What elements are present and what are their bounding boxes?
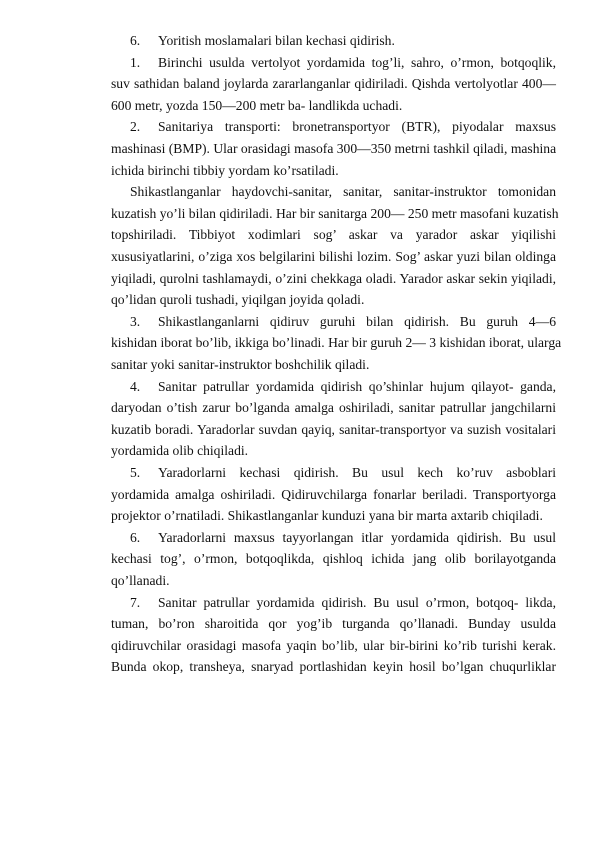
text-line: yiqiladi, qurolni tashlamaydi, o’zini chekkaga oladi. Yarador askar sekin yiqiladi, [111, 270, 556, 286]
text-line: Sanitariya transporti: bronetransportyor (BTR), piyodalar maxsus [158, 119, 556, 135]
text-line: sanitar yoki sanitar-instruktor boshchilik qiladi. [111, 357, 370, 372]
list-number: 4. [130, 378, 141, 394]
text-line: topshiriladi. Tibbiyot xodimlari sog’ askar va yarador askar yiqilishi [111, 227, 556, 243]
list-number: 3. [130, 313, 141, 329]
list-number: 6. [130, 33, 141, 48]
text-line: daryodan o’tish zarur bo’lganda amalga oshiriladi, sanitar patrullar jangchilarni [111, 400, 556, 416]
text-line: Sanitar patrullar yordamida qidirish. Bu usul o’rmon, botqoq- likda, [158, 594, 556, 610]
text-line: Bunda okop, transheya, snaryad portlashidan keyin hosil bo’lgan chuqurliklar [111, 659, 556, 675]
text-line: Birinchi usulda vertolyot yordamida tog’li, sahro, o’rmon, botqoqlik, [158, 54, 556, 70]
text-line: Shikastlanganlar haydovchi-sanitar, sanitar, sanitar-instruktor tomonidan [130, 184, 556, 200]
list-number: 6. [130, 529, 141, 545]
text-line: xususiyatlarini, o’ziga xos belgilarini bilishi lozim. Sog’ askar yuzi bilan oldinga [111, 249, 556, 264]
text-line: ichida birinchi tibbiy yordam ko’rsatiladi. [111, 162, 339, 178]
text-line: Yoritish moslamalari bilan kechasi qidirish. [158, 33, 395, 48]
text-line: Sanitar patrullar yordamida qidirish qo’shinlar hujum qilayot- ganda, [158, 378, 556, 394]
text-line: projektor o’rnatiladi. Shikastlanganlar kunduzi yana bir marta axtarib chiqiladi. [111, 508, 543, 524]
text-line: Yaradorlarni maxsus tayyorlangan itlar yordamida qidirish. Bu usul [158, 529, 556, 545]
list-number: 7. [130, 594, 141, 610]
text-line: qo’lidan quroli tushadi, yiqilgan joyida qoladi. [111, 292, 365, 308]
list-number: 5. [130, 465, 141, 480]
list-number: 2. [130, 119, 141, 135]
text-line: kechasi tog’, o’rmon, botqoqlikda, qishloq ichida jang olib borilayotganda [111, 551, 556, 567]
text-line: yordamida olib chiqiladi. [111, 443, 249, 459]
text-line: qidiruvchilar orasidagi masofa yaqin bo’lib, ular bir-birini ko’rib turishi kerak. [111, 637, 556, 653]
text-line: Yaradorlarni kechasi qidirish. Bu usul kech ko’ruv asboblari [158, 465, 556, 480]
text-line: kuzatib boradi. Yaradorlar suvdan qayiq, sanitar-transportyor va suzish vositalari [111, 421, 556, 437]
text-line: tuman, bo’ron sharoitida qor yog’ib turganda qo’llanadi. Bunday usulda [111, 616, 556, 632]
text-line: Shikastlanganlarni qidiruv guruhi bilan qidirish. Bu guruh 4—6 [158, 313, 556, 329]
text-line: yordamida amalga oshiriladi. Qidiruvchilarga fonarlar beriladi. Transportyorga [111, 486, 556, 502]
text-line: qo’llanadi. [111, 573, 170, 588]
text-line: suv sathidan baland joylarda zararlanganlar qidiriladi. Qishda vertolyotlar 400— [111, 76, 556, 92]
text-line: kishidan iborat bo’lib, ikkiga bo’linadi. Har bir guruh 2— 3 kishidan iborat, ularga [111, 335, 562, 351]
list-number: 1. [130, 54, 141, 70]
text-line: mashinasi (BMP). Ular orasidagi masofa 300—350 metrni tashkil qiladi, mashina [111, 141, 557, 156]
text-line: 600 metr, yozda 150—200 metr ba- landlikda uchadi. [111, 97, 403, 113]
text-line: kuzatish yo’li bilan qidiriladi. Har bir sanitarga 200— 250 metr masofani kuzatish [111, 205, 559, 221]
